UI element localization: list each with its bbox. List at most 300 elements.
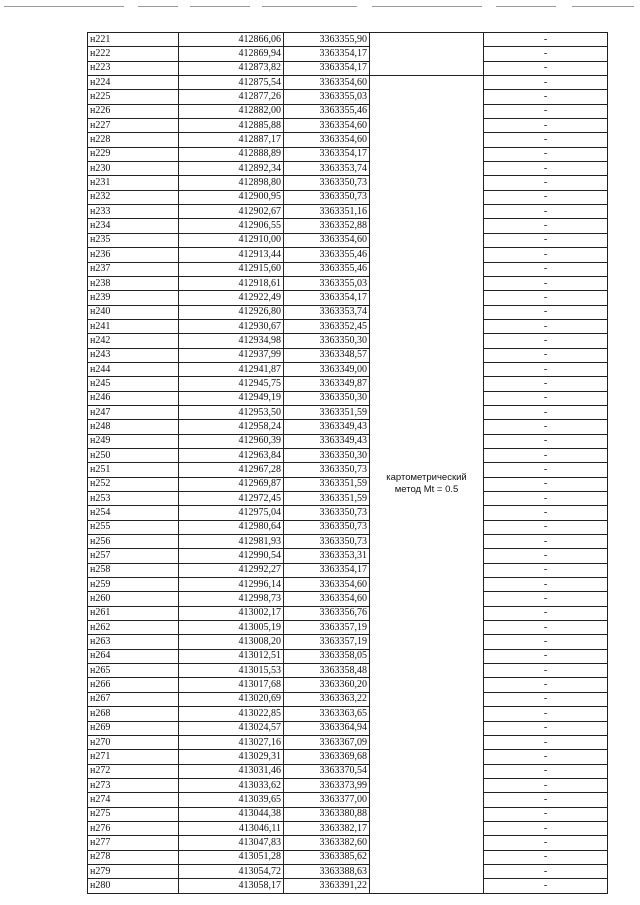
table-row bbox=[88, 793, 608, 807]
table-row bbox=[88, 276, 608, 290]
table-row bbox=[88, 477, 608, 491]
x-coordinate-cell: 412963,84 bbox=[179, 448, 284, 462]
table-row bbox=[88, 721, 608, 735]
point-id-cell: н234 bbox=[88, 219, 179, 233]
empty-value-cell: - bbox=[484, 233, 608, 247]
y-coordinate-cell: 3363355,03 bbox=[284, 90, 370, 104]
y-coordinate-cell: 3363364,94 bbox=[284, 721, 370, 735]
table-row bbox=[88, 592, 608, 606]
empty-value-cell: - bbox=[484, 864, 608, 878]
point-id-cell: н254 bbox=[88, 506, 179, 520]
point-id-cell: н273 bbox=[88, 778, 179, 792]
x-coordinate-cell: 412877,26 bbox=[179, 90, 284, 104]
y-coordinate-cell: 3363363,65 bbox=[284, 707, 370, 721]
y-coordinate-cell: 3363350,73 bbox=[284, 463, 370, 477]
x-coordinate-cell: 412992,27 bbox=[179, 563, 284, 577]
table-row bbox=[88, 778, 608, 792]
x-coordinate-cell: 412875,54 bbox=[179, 76, 284, 90]
x-coordinate-cell: 412998,73 bbox=[179, 592, 284, 606]
x-coordinate-cell: 413051,28 bbox=[179, 850, 284, 864]
empty-value-cell: - bbox=[484, 334, 608, 348]
y-coordinate-cell: 3363350,73 bbox=[284, 535, 370, 549]
empty-value-cell: - bbox=[484, 549, 608, 563]
point-id-cell: н277 bbox=[88, 836, 179, 850]
x-coordinate-cell: 412934,98 bbox=[179, 334, 284, 348]
empty-value-cell: - bbox=[484, 420, 608, 434]
empty-value-cell: - bbox=[484, 162, 608, 176]
x-coordinate-cell: 413044,38 bbox=[179, 807, 284, 821]
y-coordinate-cell: 3363352,45 bbox=[284, 319, 370, 333]
coordinates-table-body bbox=[88, 33, 608, 894]
point-id-cell: н280 bbox=[88, 879, 179, 893]
empty-value-cell: - bbox=[484, 535, 608, 549]
empty-value-cell: - bbox=[484, 721, 608, 735]
x-coordinate-cell: 412958,24 bbox=[179, 420, 284, 434]
x-coordinate-cell: 412900,95 bbox=[179, 190, 284, 204]
empty-value-cell: - bbox=[484, 76, 608, 90]
empty-value-cell: - bbox=[484, 836, 608, 850]
empty-value-cell: - bbox=[484, 391, 608, 405]
empty-value-cell: - bbox=[484, 104, 608, 118]
y-coordinate-cell: 3363350,73 bbox=[284, 506, 370, 520]
y-coordinate-cell: 3363354,60 bbox=[284, 578, 370, 592]
y-coordinate-cell: 3363354,60 bbox=[284, 119, 370, 133]
point-id-cell: н261 bbox=[88, 606, 179, 620]
point-id-cell: н244 bbox=[88, 362, 179, 376]
x-coordinate-cell: 412885,88 bbox=[179, 119, 284, 133]
point-id-cell: н256 bbox=[88, 535, 179, 549]
point-id-cell: н252 bbox=[88, 477, 179, 491]
y-coordinate-cell: 3363356,76 bbox=[284, 606, 370, 620]
x-coordinate-cell: 412873,82 bbox=[179, 61, 284, 75]
point-id-cell: н246 bbox=[88, 391, 179, 405]
y-coordinate-cell: 3363349,43 bbox=[284, 434, 370, 448]
table-row bbox=[88, 434, 608, 448]
table-row bbox=[88, 578, 608, 592]
x-coordinate-cell: 412888,89 bbox=[179, 147, 284, 161]
table-row bbox=[88, 133, 608, 147]
x-coordinate-cell: 413022,85 bbox=[179, 707, 284, 721]
x-coordinate-cell: 413027,16 bbox=[179, 735, 284, 749]
empty-value-cell: - bbox=[484, 362, 608, 376]
x-coordinate-cell: 412915,60 bbox=[179, 262, 284, 276]
empty-value-cell: - bbox=[484, 563, 608, 577]
point-id-cell: н267 bbox=[88, 692, 179, 706]
y-coordinate-cell: 3363354,17 bbox=[284, 61, 370, 75]
empty-value-cell: - bbox=[484, 578, 608, 592]
empty-value-cell: - bbox=[484, 119, 608, 133]
table-row bbox=[88, 47, 608, 61]
empty-value-cell: - bbox=[484, 33, 608, 47]
table-row bbox=[88, 764, 608, 778]
empty-value-cell: - bbox=[484, 147, 608, 161]
point-id-cell: н222 bbox=[88, 47, 179, 61]
empty-value-cell: - bbox=[484, 319, 608, 333]
table-row bbox=[88, 664, 608, 678]
table-row bbox=[88, 448, 608, 462]
x-coordinate-cell: 413020,69 bbox=[179, 692, 284, 706]
x-coordinate-cell: 413029,31 bbox=[179, 750, 284, 764]
method-cell-upper bbox=[370, 33, 484, 76]
point-id-cell: н235 bbox=[88, 233, 179, 247]
table-row bbox=[88, 405, 608, 419]
y-coordinate-cell: 3363350,73 bbox=[284, 190, 370, 204]
y-coordinate-cell: 3363367,09 bbox=[284, 735, 370, 749]
empty-value-cell: - bbox=[484, 735, 608, 749]
point-id-cell: н265 bbox=[88, 664, 179, 678]
point-id-cell: н276 bbox=[88, 821, 179, 835]
empty-value-cell: - bbox=[484, 291, 608, 305]
table-row bbox=[88, 750, 608, 764]
point-id-cell: н238 bbox=[88, 276, 179, 290]
y-coordinate-cell: 3363382,60 bbox=[284, 836, 370, 850]
x-coordinate-cell: 412930,67 bbox=[179, 319, 284, 333]
x-coordinate-cell: 413039,65 bbox=[179, 793, 284, 807]
empty-value-cell: - bbox=[484, 807, 608, 821]
table-row bbox=[88, 377, 608, 391]
y-coordinate-cell: 3363354,60 bbox=[284, 133, 370, 147]
empty-value-cell: - bbox=[484, 506, 608, 520]
table-row bbox=[88, 692, 608, 706]
y-coordinate-cell: 3363363,22 bbox=[284, 692, 370, 706]
y-coordinate-cell: 3363349,43 bbox=[284, 420, 370, 434]
table-row bbox=[88, 707, 608, 721]
y-coordinate-cell: 3363350,73 bbox=[284, 520, 370, 534]
empty-value-cell: - bbox=[484, 477, 608, 491]
point-id-cell: н270 bbox=[88, 735, 179, 749]
x-coordinate-cell: 412960,39 bbox=[179, 434, 284, 448]
table-row bbox=[88, 190, 608, 204]
point-id-cell: н249 bbox=[88, 434, 179, 448]
y-coordinate-cell: 3363357,19 bbox=[284, 635, 370, 649]
point-id-cell: н248 bbox=[88, 420, 179, 434]
table-row bbox=[88, 348, 608, 362]
x-coordinate-cell: 412898,80 bbox=[179, 176, 284, 190]
x-coordinate-cell: 413058,17 bbox=[179, 879, 284, 893]
x-coordinate-cell: 412913,44 bbox=[179, 248, 284, 262]
table-row bbox=[88, 61, 608, 75]
point-id-cell: н258 bbox=[88, 563, 179, 577]
table-row bbox=[88, 391, 608, 405]
table-row bbox=[88, 420, 608, 434]
y-coordinate-cell: 3363358,05 bbox=[284, 649, 370, 663]
coordinates-table bbox=[87, 32, 608, 894]
y-coordinate-cell: 3363373,99 bbox=[284, 778, 370, 792]
y-coordinate-cell: 3363385,62 bbox=[284, 850, 370, 864]
table-row bbox=[88, 90, 608, 104]
x-coordinate-cell: 413033,62 bbox=[179, 778, 284, 792]
y-coordinate-cell: 3363355,03 bbox=[284, 276, 370, 290]
x-coordinate-cell: 413002,17 bbox=[179, 606, 284, 620]
table-row bbox=[88, 621, 608, 635]
point-id-cell: н260 bbox=[88, 592, 179, 606]
point-id-cell: н241 bbox=[88, 319, 179, 333]
empty-value-cell: - bbox=[484, 592, 608, 606]
empty-value-cell: - bbox=[484, 750, 608, 764]
x-coordinate-cell: 413012,51 bbox=[179, 649, 284, 663]
empty-value-cell: - bbox=[484, 448, 608, 462]
scan-top-edge bbox=[0, 6, 640, 9]
table-row bbox=[88, 176, 608, 190]
empty-value-cell: - bbox=[484, 61, 608, 75]
empty-value-cell: - bbox=[484, 821, 608, 835]
x-coordinate-cell: 412910,00 bbox=[179, 233, 284, 247]
empty-value-cell: - bbox=[484, 764, 608, 778]
table-row bbox=[88, 33, 608, 47]
point-id-cell: н250 bbox=[88, 448, 179, 462]
x-coordinate-cell: 412969,87 bbox=[179, 477, 284, 491]
x-coordinate-cell: 413046,11 bbox=[179, 821, 284, 835]
table-row bbox=[88, 319, 608, 333]
table-row bbox=[88, 563, 608, 577]
point-id-cell: н255 bbox=[88, 520, 179, 534]
x-coordinate-cell: 412981,93 bbox=[179, 535, 284, 549]
y-coordinate-cell: 3363351,59 bbox=[284, 492, 370, 506]
empty-value-cell: - bbox=[484, 47, 608, 61]
point-id-cell: н274 bbox=[88, 793, 179, 807]
table-row bbox=[88, 291, 608, 305]
point-id-cell: н236 bbox=[88, 248, 179, 262]
point-id-cell: н262 bbox=[88, 621, 179, 635]
point-id-cell: н232 bbox=[88, 190, 179, 204]
point-id-cell: н278 bbox=[88, 850, 179, 864]
point-id-cell: н268 bbox=[88, 707, 179, 721]
table-row bbox=[88, 104, 608, 118]
y-coordinate-cell: 3363355,46 bbox=[284, 248, 370, 262]
x-coordinate-cell: 412902,67 bbox=[179, 205, 284, 219]
point-id-cell: н226 bbox=[88, 104, 179, 118]
table-row bbox=[88, 492, 608, 506]
point-id-cell: н243 bbox=[88, 348, 179, 362]
y-coordinate-cell: 3363354,17 bbox=[284, 47, 370, 61]
table-row bbox=[88, 219, 608, 233]
x-coordinate-cell: 413005,19 bbox=[179, 621, 284, 635]
empty-value-cell: - bbox=[484, 405, 608, 419]
x-coordinate-cell: 412887,17 bbox=[179, 133, 284, 147]
y-coordinate-cell: 3363391,22 bbox=[284, 879, 370, 893]
y-coordinate-cell: 3363351,59 bbox=[284, 405, 370, 419]
y-coordinate-cell: 3363351,16 bbox=[284, 205, 370, 219]
y-coordinate-cell: 3363349,00 bbox=[284, 362, 370, 376]
empty-value-cell: - bbox=[484, 692, 608, 706]
y-coordinate-cell: 3363370,54 bbox=[284, 764, 370, 778]
point-id-cell: н272 bbox=[88, 764, 179, 778]
y-coordinate-cell: 3363388,63 bbox=[284, 864, 370, 878]
y-coordinate-cell: 3363354,60 bbox=[284, 592, 370, 606]
empty-value-cell: - bbox=[484, 606, 608, 620]
x-coordinate-cell: 413024,57 bbox=[179, 721, 284, 735]
empty-value-cell: - bbox=[484, 621, 608, 635]
table-row bbox=[88, 807, 608, 821]
empty-value-cell: - bbox=[484, 879, 608, 893]
table-row bbox=[88, 520, 608, 534]
table-row bbox=[88, 821, 608, 835]
x-coordinate-cell: 412941,87 bbox=[179, 362, 284, 376]
empty-value-cell: - bbox=[484, 248, 608, 262]
y-coordinate-cell: 3363355,46 bbox=[284, 104, 370, 118]
y-coordinate-cell: 3363357,19 bbox=[284, 621, 370, 635]
point-id-cell: н227 bbox=[88, 119, 179, 133]
x-coordinate-cell: 412972,45 bbox=[179, 492, 284, 506]
point-id-cell: н245 bbox=[88, 377, 179, 391]
y-coordinate-cell: 3363348,57 bbox=[284, 348, 370, 362]
x-coordinate-cell: 412949,19 bbox=[179, 391, 284, 405]
y-coordinate-cell: 3363380,88 bbox=[284, 807, 370, 821]
point-id-cell: н221 bbox=[88, 33, 179, 47]
empty-value-cell: - bbox=[484, 305, 608, 319]
method-label-line1: картометрический bbox=[386, 472, 467, 484]
y-coordinate-cell: 3363360,20 bbox=[284, 678, 370, 692]
x-coordinate-cell: 413047,83 bbox=[179, 836, 284, 850]
x-coordinate-cell: 412953,50 bbox=[179, 405, 284, 419]
table-row bbox=[88, 735, 608, 749]
method-label-line2: метод Mt = 0.5 bbox=[394, 484, 459, 496]
y-coordinate-cell: 3363353,74 bbox=[284, 162, 370, 176]
point-id-cell: н247 bbox=[88, 405, 179, 419]
x-coordinate-cell: 412906,55 bbox=[179, 219, 284, 233]
x-coordinate-cell: 412980,64 bbox=[179, 520, 284, 534]
table-row bbox=[88, 649, 608, 663]
empty-value-cell: - bbox=[484, 190, 608, 204]
empty-value-cell: - bbox=[484, 205, 608, 219]
point-id-cell: н224 bbox=[88, 76, 179, 90]
x-coordinate-cell: 412892,34 bbox=[179, 162, 284, 176]
point-id-cell: н233 bbox=[88, 205, 179, 219]
y-coordinate-cell: 3363354,17 bbox=[284, 563, 370, 577]
x-coordinate-cell: 413017,68 bbox=[179, 678, 284, 692]
empty-value-cell: - bbox=[484, 850, 608, 864]
table-row bbox=[88, 233, 608, 247]
empty-value-cell: - bbox=[484, 664, 608, 678]
table-row bbox=[88, 864, 608, 878]
empty-value-cell: - bbox=[484, 377, 608, 391]
x-coordinate-cell: 412869,94 bbox=[179, 47, 284, 61]
table-row bbox=[88, 678, 608, 692]
empty-value-cell: - bbox=[484, 90, 608, 104]
table-row bbox=[88, 535, 608, 549]
table-row bbox=[88, 248, 608, 262]
point-id-cell: н279 bbox=[88, 864, 179, 878]
y-coordinate-cell: 3363354,60 bbox=[284, 233, 370, 247]
y-coordinate-cell: 3363354,17 bbox=[284, 291, 370, 305]
y-coordinate-cell: 3363352,88 bbox=[284, 219, 370, 233]
y-coordinate-cell: 3363353,74 bbox=[284, 305, 370, 319]
y-coordinate-cell: 3363377,00 bbox=[284, 793, 370, 807]
point-id-cell: н263 bbox=[88, 635, 179, 649]
x-coordinate-cell: 412990,54 bbox=[179, 549, 284, 563]
y-coordinate-cell: 3363350,30 bbox=[284, 448, 370, 462]
empty-value-cell: - bbox=[484, 635, 608, 649]
point-id-cell: н251 bbox=[88, 463, 179, 477]
method-cell bbox=[370, 76, 484, 894]
point-id-cell: н266 bbox=[88, 678, 179, 692]
point-id-cell: н223 bbox=[88, 61, 179, 75]
x-coordinate-cell: 413031,46 bbox=[179, 764, 284, 778]
table-row bbox=[88, 76, 608, 90]
point-id-cell: н225 bbox=[88, 90, 179, 104]
point-id-cell: н230 bbox=[88, 162, 179, 176]
empty-value-cell: - bbox=[484, 348, 608, 362]
y-coordinate-cell: 3363354,17 bbox=[284, 147, 370, 161]
point-id-cell: н275 bbox=[88, 807, 179, 821]
x-coordinate-cell: 412882,00 bbox=[179, 104, 284, 118]
empty-value-cell: - bbox=[484, 219, 608, 233]
table-row bbox=[88, 147, 608, 161]
x-coordinate-cell: 413015,53 bbox=[179, 664, 284, 678]
empty-value-cell: - bbox=[484, 176, 608, 190]
table-row bbox=[88, 506, 608, 520]
y-coordinate-cell: 3363369,68 bbox=[284, 750, 370, 764]
y-coordinate-cell: 3363355,90 bbox=[284, 33, 370, 47]
x-coordinate-cell: 412866,06 bbox=[179, 33, 284, 47]
point-id-cell: н237 bbox=[88, 262, 179, 276]
point-id-cell: н269 bbox=[88, 721, 179, 735]
y-coordinate-cell: 3363382,17 bbox=[284, 821, 370, 835]
point-id-cell: н228 bbox=[88, 133, 179, 147]
empty-value-cell: - bbox=[484, 262, 608, 276]
empty-value-cell: - bbox=[484, 463, 608, 477]
x-coordinate-cell: 412918,61 bbox=[179, 276, 284, 290]
table-row bbox=[88, 606, 608, 620]
x-coordinate-cell: 412926,80 bbox=[179, 305, 284, 319]
table-row bbox=[88, 463, 608, 477]
empty-value-cell: - bbox=[484, 649, 608, 663]
point-id-cell: н231 bbox=[88, 176, 179, 190]
table-row bbox=[88, 850, 608, 864]
point-id-cell: н264 bbox=[88, 649, 179, 663]
empty-value-cell: - bbox=[484, 434, 608, 448]
table-row bbox=[88, 162, 608, 176]
table-row bbox=[88, 879, 608, 893]
x-coordinate-cell: 412937,99 bbox=[179, 348, 284, 362]
y-coordinate-cell: 3363350,30 bbox=[284, 391, 370, 405]
table-row bbox=[88, 549, 608, 563]
y-coordinate-cell: 3363355,46 bbox=[284, 262, 370, 276]
point-id-cell: н240 bbox=[88, 305, 179, 319]
empty-value-cell: - bbox=[484, 133, 608, 147]
empty-value-cell: - bbox=[484, 778, 608, 792]
empty-value-cell: - bbox=[484, 276, 608, 290]
empty-value-cell: - bbox=[484, 520, 608, 534]
y-coordinate-cell: 3363351,59 bbox=[284, 477, 370, 491]
point-id-cell: н259 bbox=[88, 578, 179, 592]
y-coordinate-cell: 3363354,60 bbox=[284, 76, 370, 90]
table-row bbox=[88, 119, 608, 133]
y-coordinate-cell: 3363358,48 bbox=[284, 664, 370, 678]
y-coordinate-cell: 3363349,87 bbox=[284, 377, 370, 391]
y-coordinate-cell: 3363350,73 bbox=[284, 176, 370, 190]
empty-value-cell: - bbox=[484, 678, 608, 692]
table-row bbox=[88, 305, 608, 319]
x-coordinate-cell: 412975,04 bbox=[179, 506, 284, 520]
point-id-cell: н239 bbox=[88, 291, 179, 305]
empty-value-cell: - bbox=[484, 492, 608, 506]
point-id-cell: н257 bbox=[88, 549, 179, 563]
point-id-cell: н229 bbox=[88, 147, 179, 161]
table-row bbox=[88, 205, 608, 219]
point-id-cell: н253 bbox=[88, 492, 179, 506]
y-coordinate-cell: 3363350,30 bbox=[284, 334, 370, 348]
x-coordinate-cell: 413008,20 bbox=[179, 635, 284, 649]
point-id-cell: н242 bbox=[88, 334, 179, 348]
empty-value-cell: - bbox=[484, 793, 608, 807]
table-row bbox=[88, 262, 608, 276]
x-coordinate-cell: 412945,75 bbox=[179, 377, 284, 391]
y-coordinate-cell: 3363353,31 bbox=[284, 549, 370, 563]
x-coordinate-cell: 412967,28 bbox=[179, 463, 284, 477]
x-coordinate-cell: 413054,72 bbox=[179, 864, 284, 878]
table-row bbox=[88, 836, 608, 850]
